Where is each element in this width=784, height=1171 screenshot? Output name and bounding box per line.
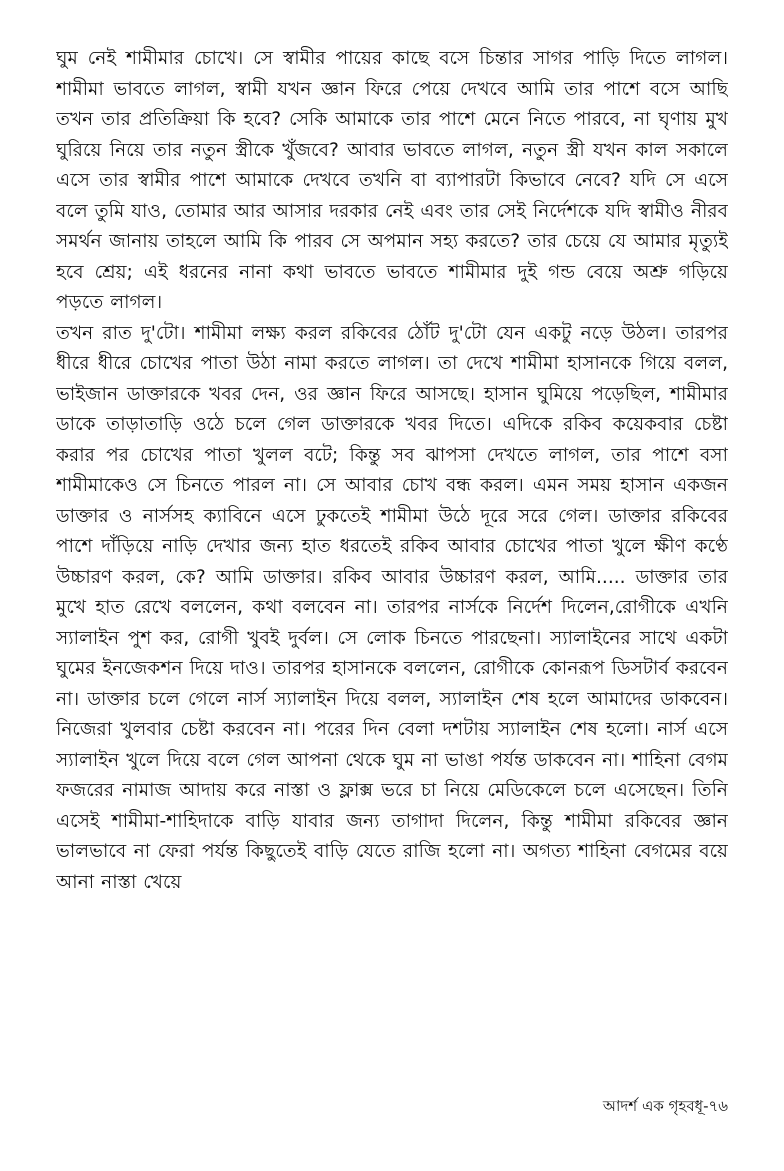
page-body xyxy=(56,44,728,1134)
paragraph-2: তখন রাত দু'টো। শামীমা লক্ষ্য করল রকিবের ঠোঁট দু'টো যেন একটু নড়ে উঠল। তারপর ধীরে ধীরে চোখের পাতা উঠা নামা করতে লাগল। তা দেখে শামীমা হাসানকে গিয়ে বলল, ভাইজান ডাক্তারকে খবর দেন, ওর জ্ঞান ফিরে আসছে। হাসান ঘুমিয়ে পড়েছিল, শামীমার ডাকে তাড়াতাড়ি ওঠে চলে গেল ডাক্তারকে খবর দিতে। এদিকে রকিব কয়েকবার চেষ্টা করার পর চোখের পাতা খুলল বটে; কিন্তু সব ঝাপসা দেখতে লাগল, তার পাশে বসা শামীমাকেও সে চিনতে পারল না। সে আবার চোখ বন্ধ করল। এমন সময় হাসান একজন ডাক্তার ও নার্সসহ ক্যাবিনে এসে ঢুকতেই শামীমা উঠে দূরে সরে গেল। ডাক্তার রকিবের পাশে দাঁড়িয়ে নাড়ি দেখার জন্য হাত ধরতেই রকিব আবার চোখের পাতা খুলে ক্ষীণ কণ্ঠে উচ্চারণ করল, কে? আমি ডাক্তার। রকিব আবার উচ্চারণ করল, আমি..... ডাক্তার তার মুখে হাত রেখে বললেন, কথা বলবেন না। তারপর নার্সকে নির্দেশ দিলেন,রোগীকে এখনি স্যালাইন পুশ কর, রোগী খুবই দুর্বল। সে লোক চিনতে পারছেনা। স্যালাইনের সাথে একটা ঘুমের ইনজেকশন দিয়ে দাও। তারপর হাসানকে বললেন, রোগীকে কোনরূপ ডিসটার্ব করবেন না। ডাক্তার চলে গেলে নার্স স্যালাইন দিয়ে বলল, স্যালাইন শেষ হলে আমাদের ডাকবেন। নিজেরা খুলবার চেষ্টা করবেন না। পরের দিন বেলা দশটায় স্যালাইন শেষ হলো। নার্স এসে স্যালাইন খুলে দিয়ে বলে গেল আপনা থেকে ঘুম না ভাঙা পর্যন্ত ডাকবেন না। শাহিনা বেগম ফজরের নামাজ আদায় করে নাস্তা ও ফ্লাক্স ভরে চা নিয়ে মেডিকেলে চলে এসেছেন। তিনি এসেই শামীমা-শাহিদাকে বাড়ি যাবার জন্য তাগাদা দিলেন, কিন্তু শামীমা রকিবের জ্ঞান ভালভাবে না ফেরা পর্যন্ত কিছুতেই বাড়ি যেতে রাজি হলো না। অগত্য শাহিনা বেগমের বয়ে আনা নাস্তা খেয়ে xyxy=(56,322,728,893)
paragraph-1: ঘুম নেই শামীমার চোখে। সে স্বামীর পায়ের কাছে বসে চিন্তার সাগর পাড়ি দিতে লাগল। শামীমা ভাবতে লাগল, স্বামী যখন জ্ঞান ফিরে পেয়ে দেখবে আমি তার পাশে বসে আছি তখন তার প্রতিক্রিয়া কি হবে? সেকি আমাকে তার পাশে মেনে নিতে পারবে, না ঘৃণায় মুখ ঘুরিয়ে নিয়ে তার নতুন স্ত্রীকে খুঁজবে? আবার ভাবতে লাগল, নতুন স্ত্রী যখন কাল সকালে এসে তার স্বামীর পাশে আমাকে দেখবে তখনি বা ব্যাপারটা কিভাবে নেবে? যদি সে এসে বলে তুমি যাও, তোমার আর আসার দরকার নেই এবং তার সেই নির্দেশকে যদি স্বামীও নীরব সমর্থন জানায় তাহলে আমি কি পারব সে অপমান সহ্য করতে? তার চেয়ে যে আমার মৃত্যুই হবে শ্রেয়; এই ধরনের নানা কথা ভাবতে ভাবতে শামীমার দুই গন্ড বেয়ে অশ্রু গড়িয়ে পড়তে লাগল। xyxy=(56,48,728,313)
page-footer: আদর্শ এক গৃহবধূ-৭৬ xyxy=(602,1097,728,1115)
